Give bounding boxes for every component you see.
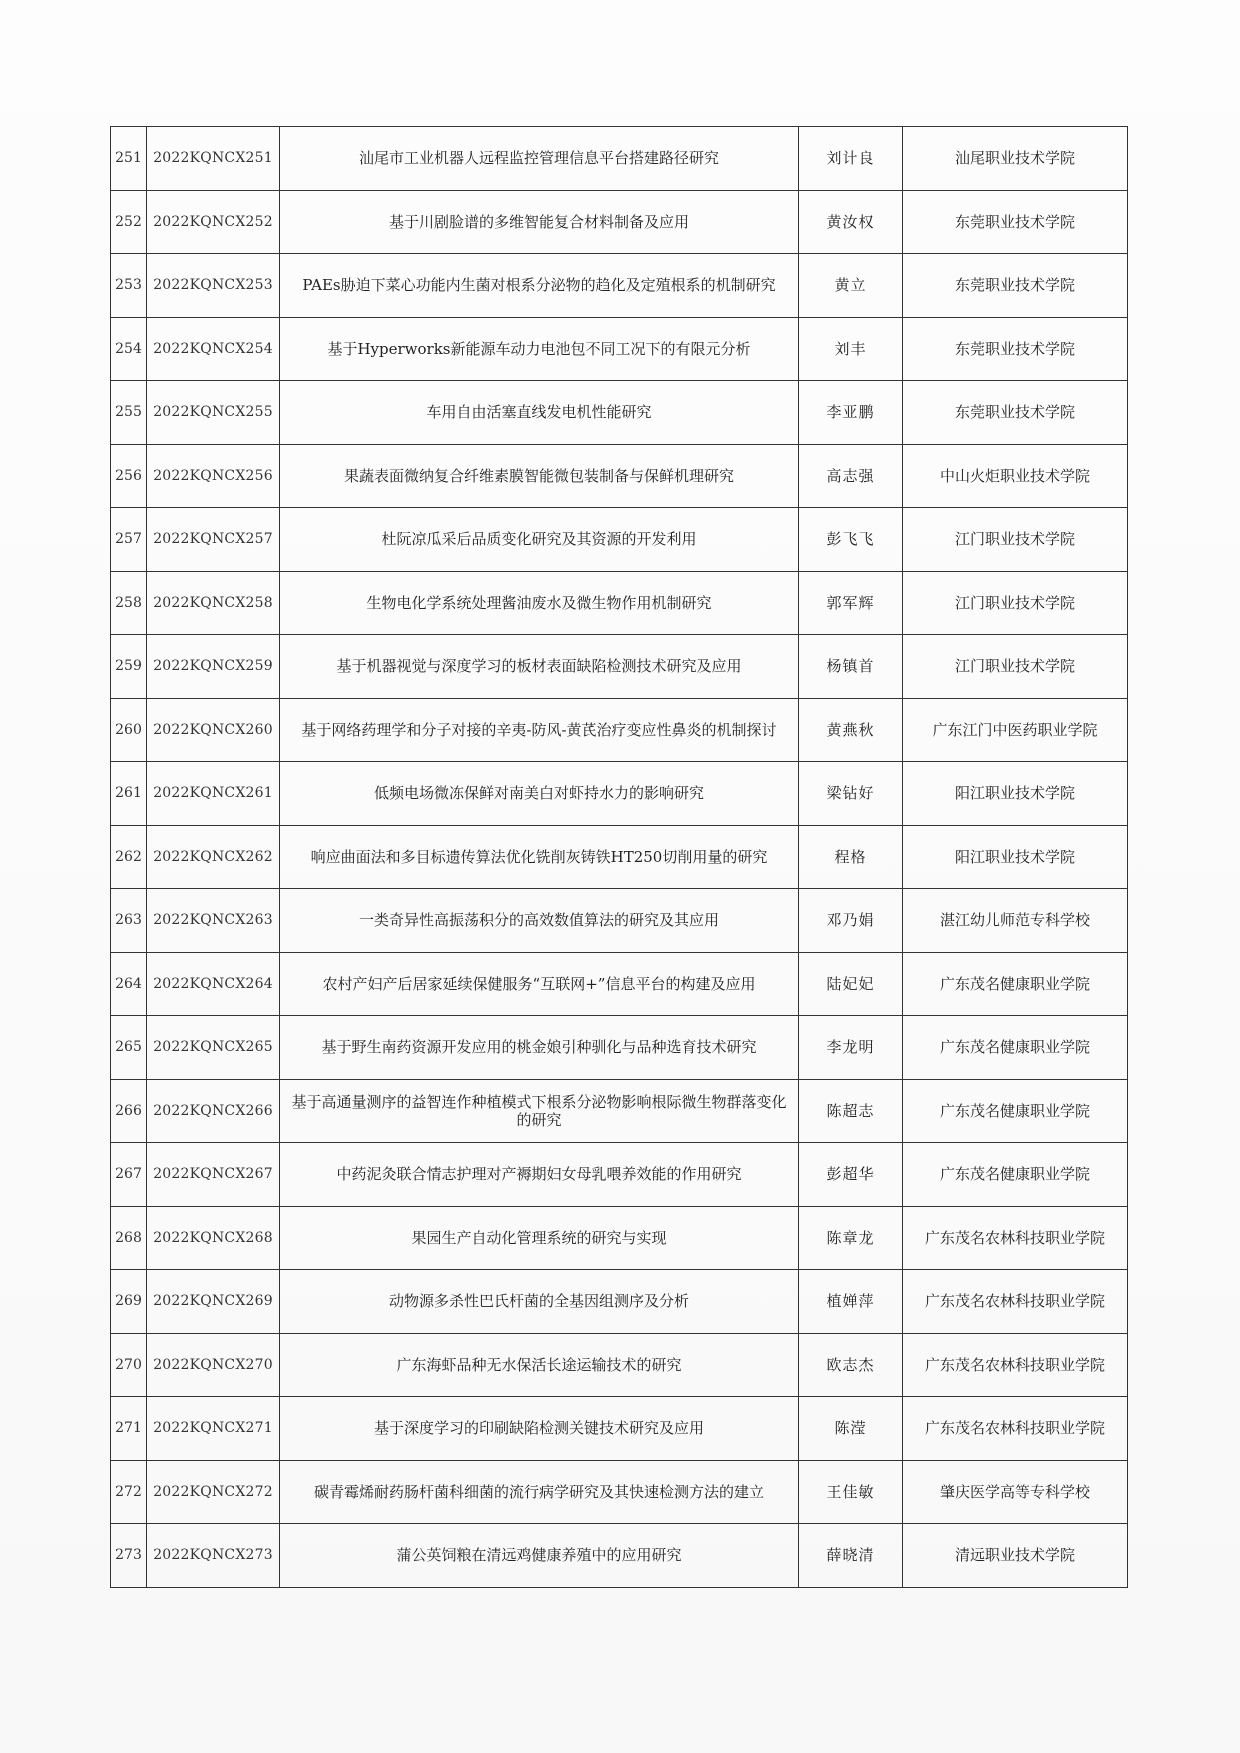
table-row xyxy=(111,1143,1128,1207)
row-number: 270 xyxy=(111,1333,147,1397)
row-number: 261 xyxy=(111,762,147,826)
institution: 广东茂名农林科技职业学院 xyxy=(903,1333,1128,1397)
project-title: 中药泥灸联合情志护理对产褥期妇女母乳喂养效能的作用研究 xyxy=(280,1143,799,1207)
project-title: 果蔬表面微纳复合纤维素膜智能微包装制备与保鲜机理研究 xyxy=(280,444,799,508)
institution: 中山火炬职业技术学院 xyxy=(903,444,1128,508)
table-row xyxy=(111,508,1128,572)
project-code: 2022KQNCX260 xyxy=(147,698,280,762)
project-title: 动物源多杀性巴氏杆菌的全基因组测序及分析 xyxy=(280,1270,799,1334)
project-leader: 薛晓清 xyxy=(799,1524,903,1588)
row-number: 253 xyxy=(111,254,147,318)
project-title: 基于野生南药资源开发应用的桃金娘引种驯化与品种选育技术研究 xyxy=(280,1016,799,1080)
table-row xyxy=(111,952,1128,1016)
row-number: 264 xyxy=(111,952,147,1016)
project-code: 2022KQNCX259 xyxy=(147,635,280,699)
project-leader: 陈滢 xyxy=(799,1397,903,1461)
project-code: 2022KQNCX265 xyxy=(147,1016,280,1080)
table-row xyxy=(111,1270,1128,1334)
institution: 广东江门中医药职业学院 xyxy=(903,698,1128,762)
project-title: 车用自由活塞直线发电机性能研究 xyxy=(280,381,799,445)
institution: 东莞职业技术学院 xyxy=(903,381,1128,445)
institution: 广东茂名健康职业学院 xyxy=(903,952,1128,1016)
row-number: 256 xyxy=(111,444,147,508)
project-title: 果园生产自动化管理系统的研究与实现 xyxy=(280,1206,799,1270)
project-title: 蒲公英饲粮在清远鸡健康养殖中的应用研究 xyxy=(280,1524,799,1588)
row-number: 260 xyxy=(111,698,147,762)
project-leader: 陈章龙 xyxy=(799,1206,903,1270)
project-title: 基于深度学习的印刷缺陷检测关键技术研究及应用 xyxy=(280,1397,799,1461)
institution: 阳江职业技术学院 xyxy=(903,825,1128,889)
institution: 清远职业技术学院 xyxy=(903,1524,1128,1588)
project-table-body xyxy=(111,127,1128,1588)
project-code: 2022KQNCX257 xyxy=(147,508,280,572)
project-leader: 邓乃娟 xyxy=(799,889,903,953)
row-number: 262 xyxy=(111,825,147,889)
institution: 广东茂名健康职业学院 xyxy=(903,1016,1128,1080)
table-row xyxy=(111,825,1128,889)
institution: 江门职业技术学院 xyxy=(903,571,1128,635)
table-row xyxy=(111,762,1128,826)
table-row xyxy=(111,190,1128,254)
project-table xyxy=(110,126,1128,1588)
institution: 江门职业技术学院 xyxy=(903,635,1128,699)
table-row xyxy=(111,1016,1128,1080)
project-title: 农村产妇产后居家延续保健服务“互联网+”信息平台的构建及应用 xyxy=(280,952,799,1016)
project-code: 2022KQNCX266 xyxy=(147,1079,280,1143)
table-row xyxy=(111,1524,1128,1588)
institution: 东莞职业技术学院 xyxy=(903,190,1128,254)
project-title: 一类奇异性高振荡积分的高效数值算法的研究及其应用 xyxy=(280,889,799,953)
project-title: 基于川剧脸谱的多维智能复合材料制备及应用 xyxy=(280,190,799,254)
project-code: 2022KQNCX261 xyxy=(147,762,280,826)
project-code: 2022KQNCX271 xyxy=(147,1397,280,1461)
table-row xyxy=(111,381,1128,445)
table-row xyxy=(111,254,1128,318)
row-number: 273 xyxy=(111,1524,147,1588)
project-code: 2022KQNCX251 xyxy=(147,127,280,191)
project-leader: 彭飞飞 xyxy=(799,508,903,572)
project-code: 2022KQNCX273 xyxy=(147,1524,280,1588)
project-title: 汕尾市工业机器人远程监控管理信息平台搭建路径研究 xyxy=(280,127,799,191)
project-title: 基于Hyperworks新能源车动力电池包不同工况下的有限元分析 xyxy=(280,317,799,381)
project-code: 2022KQNCX263 xyxy=(147,889,280,953)
table-row xyxy=(111,571,1128,635)
project-leader: 黄汝权 xyxy=(799,190,903,254)
institution: 东莞职业技术学院 xyxy=(903,317,1128,381)
project-code: 2022KQNCX272 xyxy=(147,1460,280,1524)
project-leader: 彭超华 xyxy=(799,1143,903,1207)
row-number: 267 xyxy=(111,1143,147,1207)
row-number: 251 xyxy=(111,127,147,191)
row-number: 266 xyxy=(111,1079,147,1143)
institution: 汕尾职业技术学院 xyxy=(903,127,1128,191)
project-title: 响应曲面法和多目标遗传算法优化铣削灰铸铁HT250切削用量的研究 xyxy=(280,825,799,889)
project-leader: 刘计良 xyxy=(799,127,903,191)
project-title: 基于机器视觉与深度学习的板材表面缺陷检测技术研究及应用 xyxy=(280,635,799,699)
row-number: 272 xyxy=(111,1460,147,1524)
project-leader: 王佳敏 xyxy=(799,1460,903,1524)
institution: 广东茂名健康职业学院 xyxy=(903,1143,1128,1207)
project-title: 基于网络药理学和分子对接的辛夷-防风-黄芪治疗变应性鼻炎的机制探讨 xyxy=(280,698,799,762)
project-leader: 欧志杰 xyxy=(799,1333,903,1397)
project-leader: 李龙明 xyxy=(799,1016,903,1080)
project-leader: 植婵萍 xyxy=(799,1270,903,1334)
institution: 广东茂名农林科技职业学院 xyxy=(903,1270,1128,1334)
table-row xyxy=(111,1333,1128,1397)
row-number: 255 xyxy=(111,381,147,445)
row-number: 257 xyxy=(111,508,147,572)
project-code: 2022KQNCX258 xyxy=(147,571,280,635)
row-number: 252 xyxy=(111,190,147,254)
row-number: 269 xyxy=(111,1270,147,1334)
institution: 湛江幼儿师范专科学校 xyxy=(903,889,1128,953)
institution: 广东茂名农林科技职业学院 xyxy=(903,1206,1128,1270)
institution: 东莞职业技术学院 xyxy=(903,254,1128,318)
table-row xyxy=(111,1206,1128,1270)
project-leader: 梁钻好 xyxy=(799,762,903,826)
project-code: 2022KQNCX267 xyxy=(147,1143,280,1207)
project-title: 生物电化学系统处理酱油废水及微生物作用机制研究 xyxy=(280,571,799,635)
project-code: 2022KQNCX254 xyxy=(147,317,280,381)
row-number: 268 xyxy=(111,1206,147,1270)
project-leader: 高志强 xyxy=(799,444,903,508)
project-title: 基于高通量测序的益智连作种植模式下根系分泌物影响根际微生物群落变化的研究 xyxy=(280,1079,799,1143)
table-row xyxy=(111,635,1128,699)
row-number: 263 xyxy=(111,889,147,953)
institution: 肇庆医学高等专科学校 xyxy=(903,1460,1128,1524)
project-leader: 郭军辉 xyxy=(799,571,903,635)
project-leader: 刘丰 xyxy=(799,317,903,381)
table-row xyxy=(111,1079,1128,1143)
project-code: 2022KQNCX256 xyxy=(147,444,280,508)
project-code: 2022KQNCX264 xyxy=(147,952,280,1016)
institution: 江门职业技术学院 xyxy=(903,508,1128,572)
table-row xyxy=(111,1397,1128,1461)
table-row xyxy=(111,889,1128,953)
row-number: 265 xyxy=(111,1016,147,1080)
institution: 阳江职业技术学院 xyxy=(903,762,1128,826)
project-title: 碳青霉烯耐药肠杆菌科细菌的流行病学研究及其快速检测方法的建立 xyxy=(280,1460,799,1524)
table-row xyxy=(111,444,1128,508)
project-leader: 黄燕秋 xyxy=(799,698,903,762)
table-row xyxy=(111,317,1128,381)
institution: 广东茂名农林科技职业学院 xyxy=(903,1397,1128,1461)
institution: 广东茂名健康职业学院 xyxy=(903,1079,1128,1143)
row-number: 258 xyxy=(111,571,147,635)
project-code: 2022KQNCX262 xyxy=(147,825,280,889)
project-leader: 程格 xyxy=(799,825,903,889)
row-number: 259 xyxy=(111,635,147,699)
project-title: PAEs胁迫下菜心功能内生菌对根系分泌物的趋化及定殖根系的机制研究 xyxy=(280,254,799,318)
table-row xyxy=(111,127,1128,191)
project-code: 2022KQNCX253 xyxy=(147,254,280,318)
project-leader: 黄立 xyxy=(799,254,903,318)
project-title: 低频电场微冻保鲜对南美白对虾持水力的影响研究 xyxy=(280,762,799,826)
project-leader: 陆妃妃 xyxy=(799,952,903,1016)
project-code: 2022KQNCX269 xyxy=(147,1270,280,1334)
project-code: 2022KQNCX252 xyxy=(147,190,280,254)
row-number: 271 xyxy=(111,1397,147,1461)
project-title: 广东海虾品种无水保活长途运输技术的研究 xyxy=(280,1333,799,1397)
project-code: 2022KQNCX268 xyxy=(147,1206,280,1270)
table-row xyxy=(111,698,1128,762)
project-leader: 李亚鹏 xyxy=(799,381,903,445)
project-leader: 陈超志 xyxy=(799,1079,903,1143)
row-number: 254 xyxy=(111,317,147,381)
project-code: 2022KQNCX270 xyxy=(147,1333,280,1397)
project-leader: 杨镇首 xyxy=(799,635,903,699)
project-title: 杜阮凉瓜采后品质变化研究及其资源的开发利用 xyxy=(280,508,799,572)
project-code: 2022KQNCX255 xyxy=(147,381,280,445)
table-row xyxy=(111,1460,1128,1524)
